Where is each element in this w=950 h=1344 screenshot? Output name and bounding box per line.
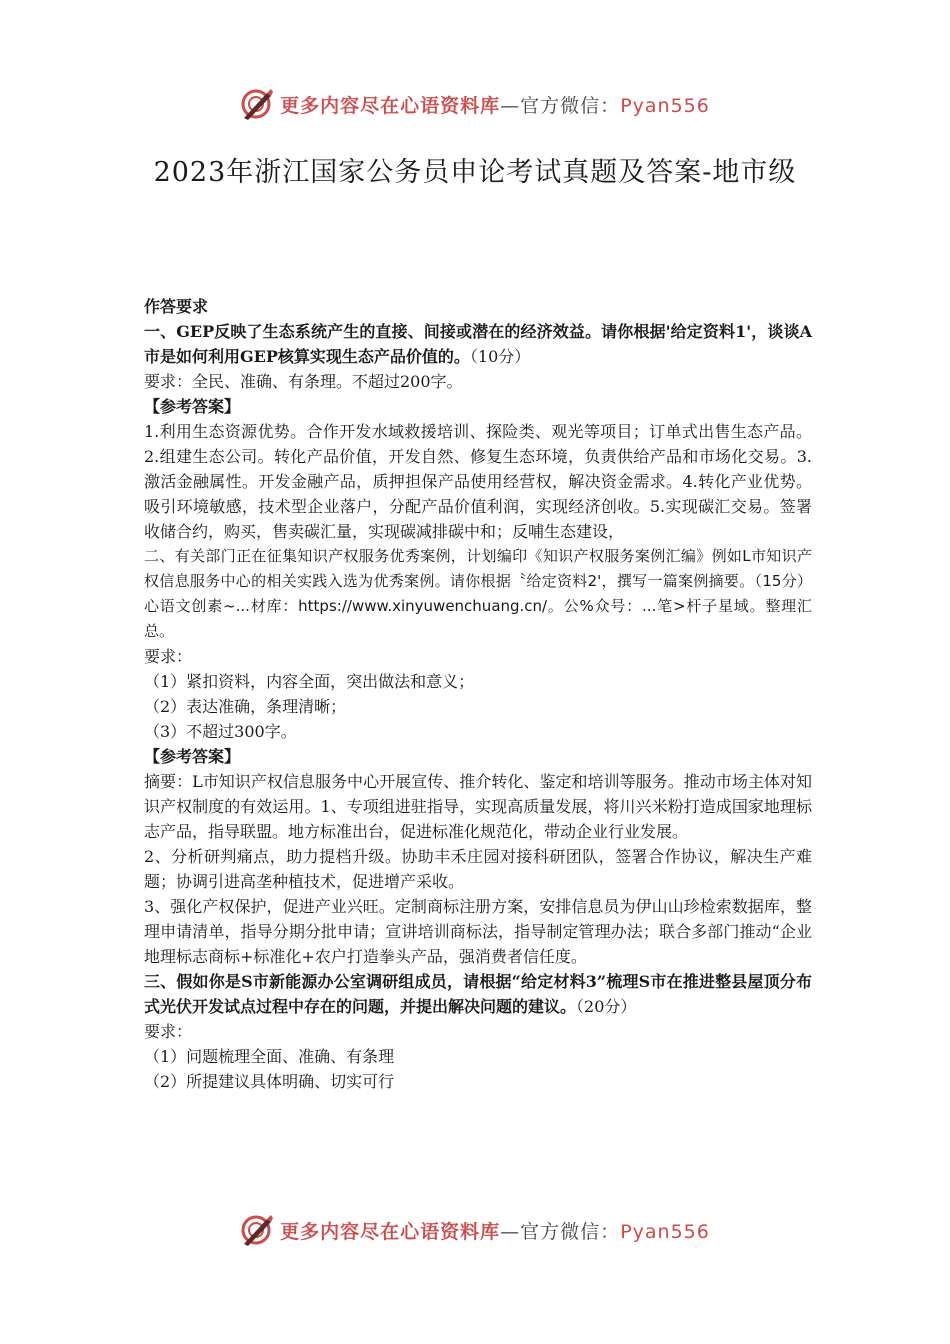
watermark-bottom <box>0 1210 950 1250</box>
question-2-answer-label: 【参考答案】 <box>144 747 241 766</box>
section-heading: 作答要求 <box>144 297 209 316</box>
question-3-requirement: （1）问题梳理全面、准确、有条理 <box>144 1047 395 1066</box>
watermark-text <box>280 1217 710 1244</box>
watermark-side: 官方微信： <box>520 94 621 117</box>
question-2-requirement: （3）不超过300字。 <box>144 722 297 741</box>
question-1 <box>144 319 812 369</box>
question-3 <box>144 969 812 1019</box>
document-body <box>144 294 812 1094</box>
question-2-requirement-label: 要求： <box>144 647 193 666</box>
watermark-separator: — <box>500 94 521 117</box>
question-1-requirement: 要求：全民、准确、有条理。不超过200字。 <box>144 372 463 391</box>
question-2-answer-paragraph: 摘要：L市知识产权信息服务中心开展宣传、推介转化、鉴定和培训等服务。推动市场主体对知识产权制度的有效运用。1、专项组进驻指导，实现高质量发展，将川兴米粉打造成国家地理标志产品，指导联盟。地方标准出台，促进标准化规范化，带动企业行业发展。 <box>144 772 812 841</box>
watermark-text <box>280 91 710 118</box>
watermark-top <box>0 84 950 124</box>
question-1-answer-label: 【参考答案】 <box>144 397 241 416</box>
watermark-separator: — <box>500 1220 521 1243</box>
question-3-requirement: （2）所提建议具体明确、切实可行 <box>144 1072 395 1091</box>
question-2: 二、有关部门正在征集知识产权服务优秀案例，计划编印《知识产权服务案例汇编》例如L市知识产权信息服务中心的相关实践入选为优秀案例。请你根据〝给定资料2'，撰写一篇案例摘要。（15分）心语文创素~...材库：https://www.xinyuwenchuang.cn/。公%众号：...笔>杆子星域。整理汇总。 <box>144 547 812 640</box>
watermark-id: Pyan556 <box>620 1220 710 1243</box>
question-3-text: 三、假如你是S市新能源办公室调研组成员，请根据“给定材料3”梳理S市在推进整县屋顶分布式光伏开发试点过程中存在的问题，并提出解决问题的建议。 <box>144 972 812 1016</box>
question-2-answer-paragraph: 2、分析研判痛点，助力提档升级。协助丰禾庄园对接科研团队，签署合作协议，解决生产难题；协调引进高垄种植技术，促进增产采收。 <box>144 847 812 891</box>
question-1-score: （10分） <box>469 347 531 366</box>
question-2-requirement: （2）表达准确，条理清晰； <box>144 697 347 716</box>
watermark-side: 官方微信： <box>520 1220 621 1243</box>
question-1-text: 一、GEP反映了生态系统产生的直接、间接或潜在的经济效益。请你根据'给定资料1'，谈谈A市是如何利用GEP核算实现生态产品价值的。 <box>144 322 812 366</box>
question-2-requirement: （1）紧扣资料，内容全面，突出做法和意义； <box>144 672 475 691</box>
watermark-main: 更多内容尽在心语资料库 <box>280 94 501 117</box>
question-2-answer-paragraph: 3、强化产权保护，促进产业兴旺。定制商标注册方案，安排信息员为伊山山珍检索数据库，整理申请清单，指导分期分批申请；宣讲培训商标法，指导制定管理办法；联合多部门推动“企业地理标志商标+标准化+农户打造拳头产品，强消费者信任度。 <box>144 897 812 966</box>
pen-logo-icon <box>240 87 274 121</box>
watermark-id: Pyan556 <box>620 94 710 117</box>
question-1-answer: 1.利用生态资源优势。合作开发水域救援培训、探险类、观光等项目；订单式出售生态产品。2.组建生态公司。转化产品价值，开发自然、修复生态环境，负责供给产品和市场化交易。3.激活金融属性。开发金融产品，质押担保产品使用经营权，解决资金需求。4.转化产业优势。吸引环境敏感，技术型企业落户，分配产品价值利润，实现经济创收。5.实现碳汇交易。签署收储合约，购买，售卖碳汇量，实现碳减排碳中和；反哺生态建设， <box>144 422 812 541</box>
pen-logo-icon <box>240 1213 274 1247</box>
watermark-main: 更多内容尽在心语资料库 <box>280 1220 501 1243</box>
question-3-requirement-label: 要求： <box>144 1022 193 1041</box>
question-3-score: （20分） <box>576 997 637 1016</box>
page-title: 2023年浙江国家公务员申论考试真题及答案-地市级 <box>153 157 797 188</box>
